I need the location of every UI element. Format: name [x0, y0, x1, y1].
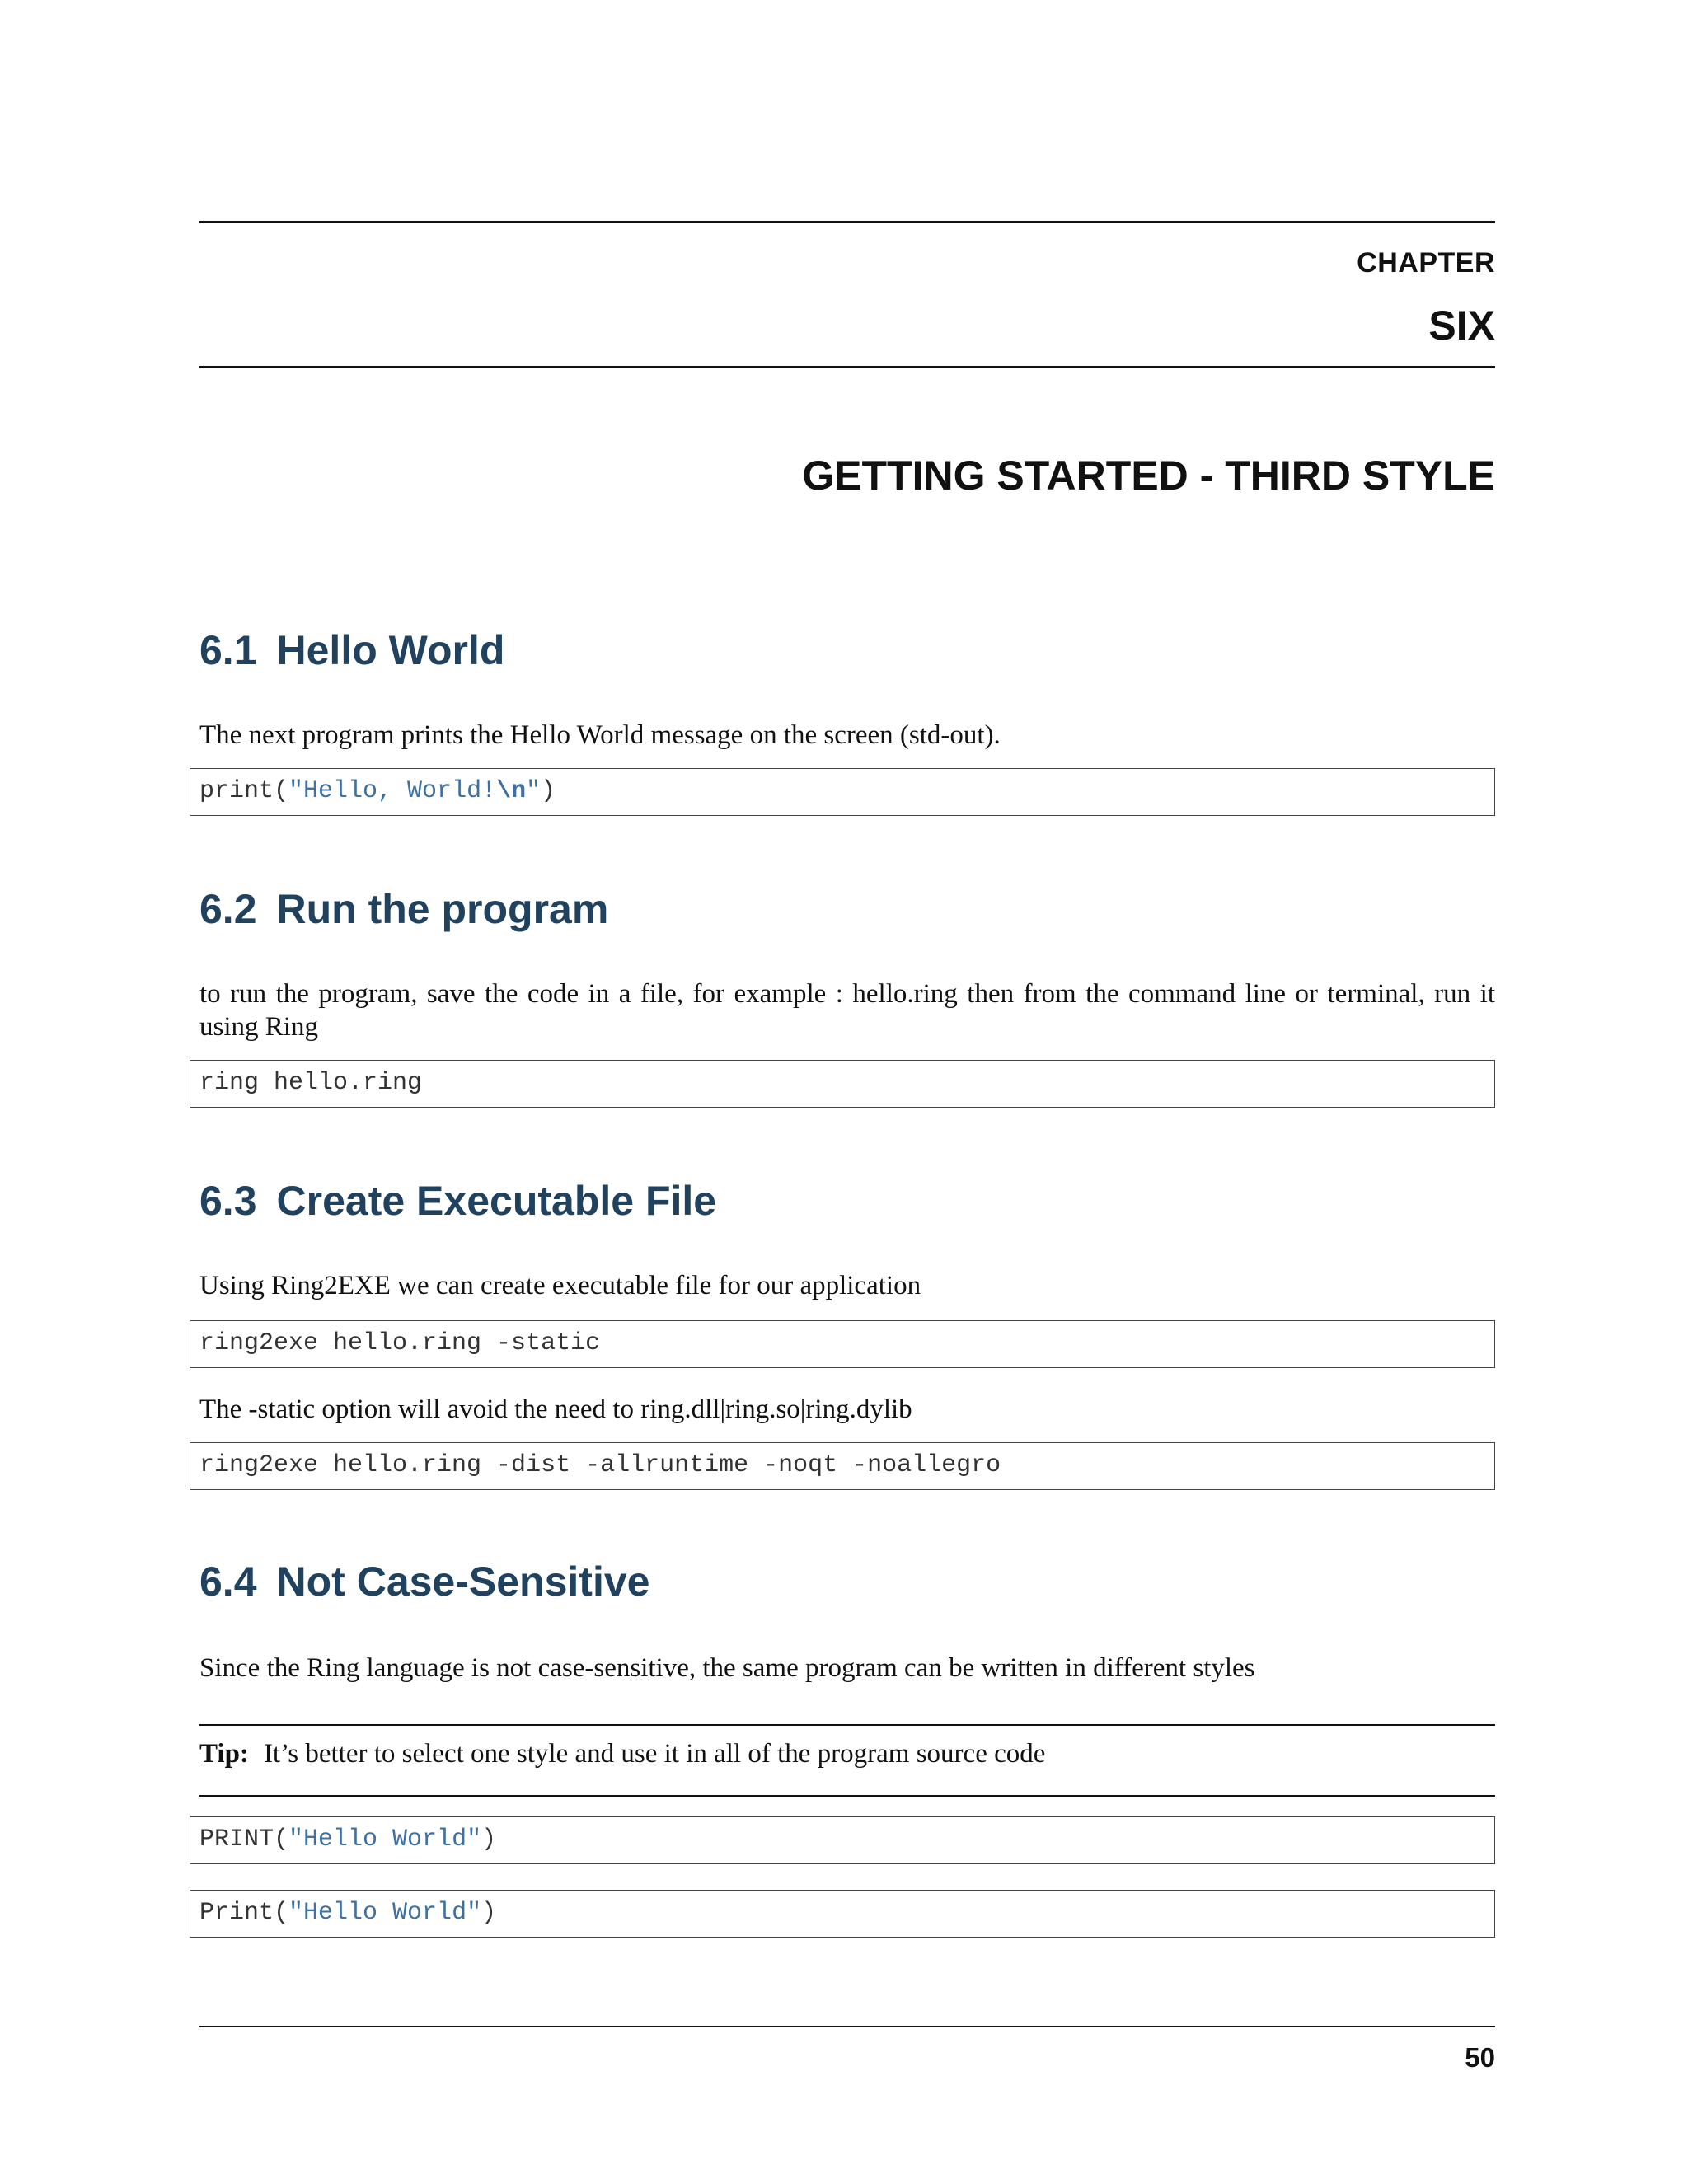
- code-string: "Hello, World!: [288, 777, 497, 805]
- code-escape: \n: [496, 777, 527, 805]
- chapter-title: GETTING STARTED - THIRD STYLE: [802, 452, 1495, 499]
- code-block-print-upper: [190, 1816, 1495, 1864]
- section-number: 6.2: [199, 886, 257, 932]
- chapter-bottom-rule: [199, 366, 1495, 368]
- code-func: print(: [199, 777, 289, 805]
- code-string: "Hello World": [288, 1899, 482, 1927]
- paragraph-not-case-sensitive: Since the Ring language is not case-sensitive, the same program can be written in different styles: [199, 1653, 1255, 1683]
- section-number: 6.1: [199, 627, 257, 673]
- code-block-hello-world: [190, 768, 1495, 816]
- tip-top-rule: [199, 1724, 1495, 1726]
- section-number: 6.3: [199, 1178, 257, 1224]
- paragraph-run-program: to run the program, save the code in a file, for example : hello.ring then from the command line or terminal, run it using Ring: [199, 979, 1495, 1042]
- section-title: Create Executable File: [276, 1178, 717, 1224]
- code-string-close: ": [526, 777, 542, 805]
- code-paren: ): [541, 777, 556, 805]
- code-paren: ): [481, 1825, 497, 1854]
- tip-label: Tip:: [199, 1739, 249, 1769]
- tip-text: It’s better to select one style and use it in all of the program source code: [263, 1739, 1046, 1769]
- page-number: 50: [1465, 2042, 1495, 2073]
- footer-rule: [199, 2026, 1495, 2027]
- chapter-label: CHAPTER: [1357, 247, 1495, 279]
- code-block-ring2exe-static: ring2exe hello.ring -static: [190, 1320, 1495, 1368]
- code-string: "Hello World": [288, 1825, 482, 1854]
- tip-note: [199, 1739, 1045, 1769]
- paragraph-static-option: The -static option will avoid the need to ring.dll|ring.so|ring.dylib: [199, 1394, 912, 1424]
- chapter-number: SIX: [1428, 302, 1495, 349]
- code-block-print-title: [190, 1890, 1495, 1938]
- section-heading-create-executable: [199, 1177, 716, 1225]
- code-func: Print(: [199, 1899, 289, 1927]
- code-block-ring2exe-dist: ring2exe hello.ring -dist -allruntime -noqt -noallegro: [190, 1442, 1495, 1490]
- tip-bottom-rule: [199, 1795, 1495, 1797]
- code-block-run-program: ring hello.ring: [190, 1060, 1495, 1108]
- section-heading-hello-world: [199, 626, 504, 674]
- paragraph-hello-world: The next program prints the Hello World message on the screen (std-out).: [199, 720, 1001, 750]
- section-heading-not-case-sensitive: [199, 1558, 649, 1605]
- section-heading-run-program: [199, 885, 608, 933]
- section-title: Run the program: [276, 886, 609, 932]
- chapter-top-rule: [199, 221, 1495, 223]
- section-number: 6.4: [199, 1558, 257, 1605]
- section-title: Hello World: [276, 627, 505, 673]
- code-paren: ): [481, 1899, 497, 1927]
- code-func: PRINT(: [199, 1825, 289, 1854]
- section-title: Not Case-Sensitive: [276, 1558, 650, 1605]
- paragraph-create-executable: Using Ring2EXE we can create executable file for our application: [199, 1271, 921, 1301]
